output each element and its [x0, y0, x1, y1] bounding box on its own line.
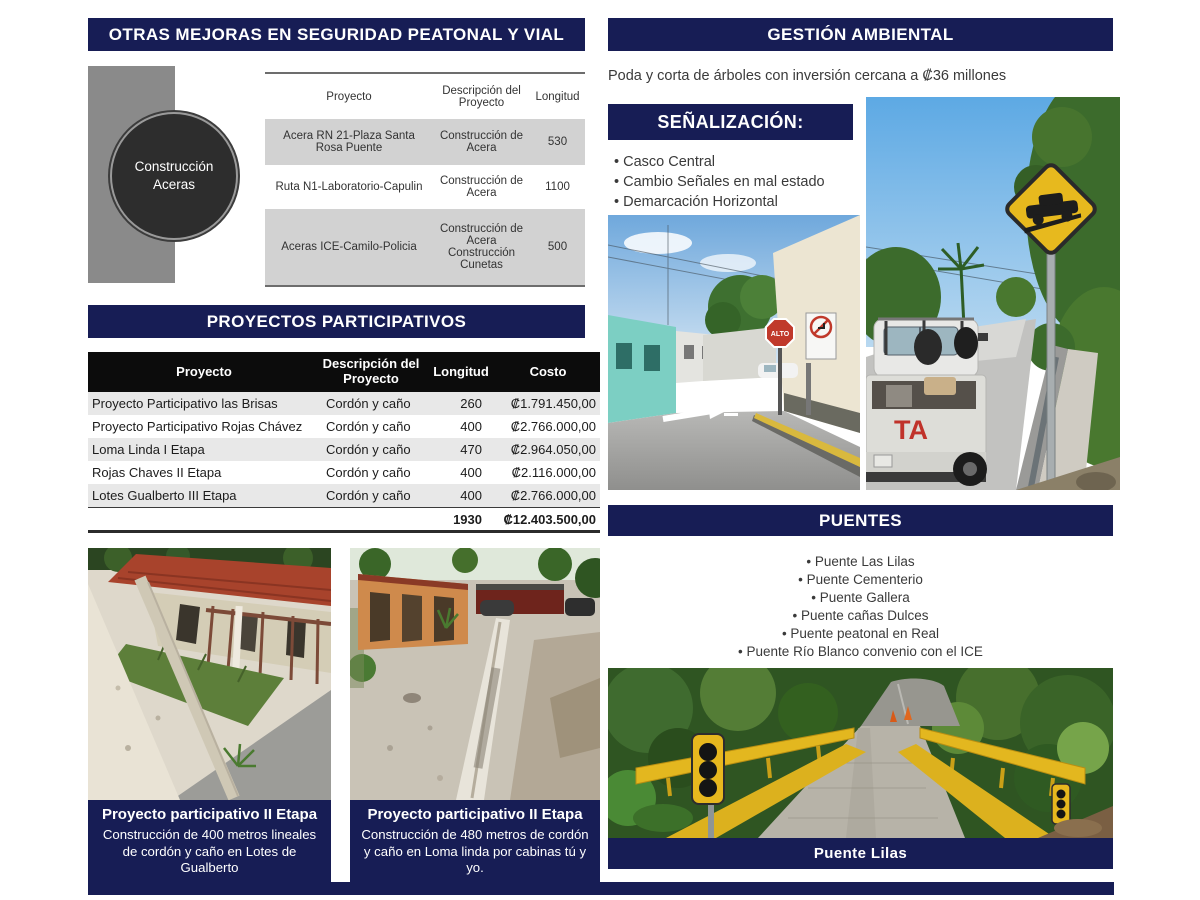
cell-descripcion: Construcción de Acera Construcción Cunetas: [439, 223, 524, 271]
photo-street-senalizacion: [608, 215, 860, 490]
column-header: Proyecto: [326, 90, 372, 103]
column-header: Costo: [529, 363, 567, 379]
cell-descripcion: Construcción de Acera: [439, 130, 524, 154]
photo-card-gualberto: [88, 548, 331, 885]
list-item: • Puente Gallera: [608, 589, 1113, 607]
truck-brand-text: TA: [894, 415, 928, 445]
cell-costo: ₡2.964.050,00: [510, 442, 596, 457]
cell-costo: ₡2.766.000,00: [510, 488, 596, 503]
list-item: • Puente Las Lilas: [608, 553, 1113, 571]
caption-desc: Construcción de 480 metros de cordón y caño en Loma linda por cabinas tú y yo.: [361, 827, 589, 875]
photo-caption-gualberto: [88, 800, 331, 885]
column-header: Longitud: [433, 363, 489, 379]
list-item: • Puente peatonal en Real: [608, 625, 1113, 643]
table-row: [88, 438, 600, 461]
section-header-participativos: [88, 305, 585, 338]
section-header-gestion-ambiental: [608, 18, 1113, 51]
gestion-intro-text: Poda y corta de árboles con inversión cercana a ₡36 millones: [608, 68, 1007, 84]
list-item: • Casco Central: [614, 152, 894, 172]
table-total-row: [88, 507, 600, 533]
section-header-puentes: [608, 505, 1113, 536]
photo-caption-loma-linda: [350, 800, 600, 885]
cell-proyecto: Loma Linda I Etapa: [92, 442, 205, 457]
column-header: Descripción del Proyecto: [322, 356, 420, 386]
puentes-bullet-list: [608, 553, 1113, 661]
aceras-circle-badge: [110, 112, 238, 240]
list-item: • Puente Cementerio: [608, 571, 1113, 589]
aceras-circle-line1: Construcción: [134, 159, 214, 175]
stop-sign-text: ALTO: [770, 331, 790, 338]
photo-puente-lilas: [608, 668, 1113, 838]
senalizacion-bullet-list: [614, 152, 894, 212]
caption-desc: Construcción de 400 metros lineales de cordón y caño en Lotes de Gualberto: [102, 827, 317, 875]
cell-descripcion: Construcción de Acera: [439, 175, 524, 199]
section-header-gestion-label: GESTIÓN AMBIENTAL: [767, 24, 954, 44]
table-row: [88, 415, 600, 438]
cell-longitud: 1100: [545, 181, 570, 193]
cell-proyecto: Proyecto Participativo Rojas Chávez: [92, 419, 303, 434]
list-item: • Puente Río Blanco convenio con el ICE: [608, 643, 1113, 661]
list-item: • Cambio Señales en mal estado: [614, 172, 894, 192]
cell-proyecto: Lotes Gualberto III Etapa: [92, 488, 237, 503]
aceras-table-header-row: [265, 74, 585, 119]
section-header-seguridad-label: OTRAS MEJORAS EN SEGURIDAD PEATONAL Y VIAL: [108, 24, 565, 44]
section-header-senalizacion: [608, 104, 853, 140]
cell-descripcion: Cordón y caño: [326, 442, 411, 457]
cell-descripcion: Cordón y caño: [326, 465, 411, 480]
table-row: [265, 119, 585, 165]
section-header-puentes-label: PUENTES: [818, 510, 903, 530]
bottom-divider-bar: [88, 882, 1114, 895]
cell-proyecto: Ruta N1-Laboratorio-Capulin: [275, 181, 423, 193]
section-header-participativos-label: PROYECTOS PARTICIPATIVOS: [206, 311, 467, 331]
photo-truck-road-sign: [866, 97, 1120, 490]
photo-construction-loma-linda: [350, 548, 600, 800]
cell-proyecto: Acera RN 21-Plaza Santa Rosa Puente: [283, 130, 415, 154]
cell-total-costo: ₡12.403.500,00: [503, 511, 596, 527]
bridge-caption-label: Puente Lilas: [813, 845, 908, 862]
section-header-senalizacion-label: SEÑALIZACIÓN:: [657, 111, 804, 132]
cell-proyecto: Aceras ICE-Camilo-Policia: [281, 241, 417, 253]
cell-longitud: 400: [460, 465, 482, 480]
caption-title: Proyecto participativo II Etapa: [101, 806, 318, 823]
column-header: Longitud: [535, 90, 580, 103]
participativos-table: [88, 352, 600, 533]
table-row: [265, 209, 585, 285]
aceras-circle-line2: Aceras: [152, 177, 196, 192]
cell-longitud: 400: [460, 488, 482, 503]
cell-longitud: 500: [547, 241, 568, 253]
column-header: Proyecto: [176, 363, 232, 379]
cell-proyecto: Rojas Chaves II Etapa: [92, 465, 222, 480]
cell-descripcion: Cordón y caño: [326, 396, 411, 411]
cell-total-longitud: 1930: [453, 511, 482, 527]
column-header: Descripción del Proyecto: [442, 84, 521, 109]
cell-proyecto: Proyecto Participativo las Brisas: [92, 396, 278, 411]
cell-descripcion: Cordón y caño: [326, 488, 411, 503]
section-header-seguridad: [88, 18, 585, 51]
cell-longitud: 470: [460, 442, 482, 457]
list-item: • Puente cañas Dulces: [608, 607, 1113, 625]
photo-card-loma-linda: [350, 548, 600, 885]
participativos-table-header-row: [88, 352, 600, 392]
cell-longitud: 400: [460, 419, 482, 434]
cell-costo: ₡2.766.000,00: [510, 419, 596, 434]
cell-costo: ₡1.791.450,00: [510, 396, 596, 411]
table-row: [88, 484, 600, 507]
table-row: [88, 461, 600, 484]
caption-title: Proyecto participativo II Etapa: [367, 806, 583, 823]
bridge-caption-bar: [608, 838, 1113, 869]
photo-construction-gualberto: [88, 548, 331, 800]
aceras-table: [265, 72, 585, 287]
cell-costo: ₡2.116.000,00: [511, 465, 596, 480]
table-row: [265, 165, 585, 209]
list-item: • Demarcación Horizontal: [614, 192, 894, 212]
cell-longitud: 530: [547, 136, 568, 148]
cell-descripcion: Cordón y caño: [326, 419, 411, 434]
pickup-truck: [866, 319, 988, 486]
table-row: [88, 392, 600, 415]
cell-longitud: 260: [460, 396, 482, 411]
